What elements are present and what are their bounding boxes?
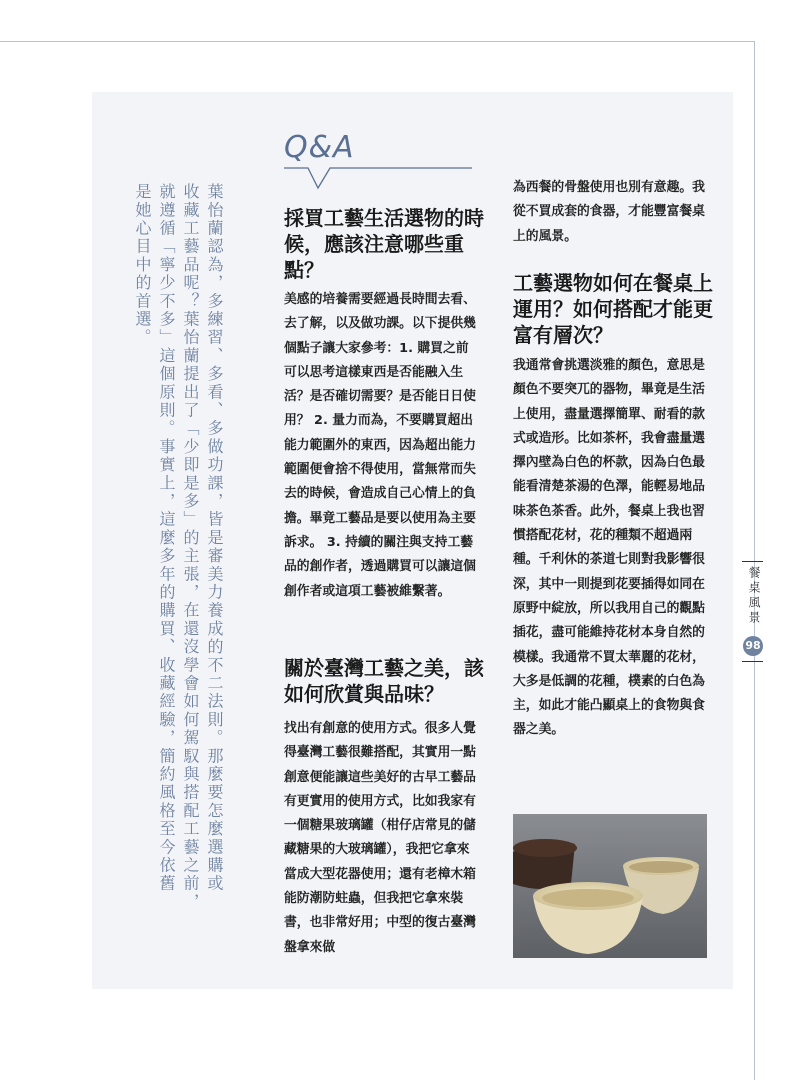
- answer-3-body: 我通常會挑選淡雅的顏色，意思是顏色不要突兀的器物，畢竟是生活上使用，盡量選擇簡單、耐看的款式或造形。比如茶杯，我會盡量選擇內壁為白色的杯款，因為白色最能看清楚茶湯的色澤，能輕易地品味茶色茶香。此外，餐桌上我也習慣搭配花材，花的種類不超過兩種。千利休的茶道七則對我影響很深，其中一則提到花要插得如同在原野中綻放，所以我用自己的觀點插花，盡可能維持花材本身自然的模樣。我通常不買太華麗的花材，大多是低調的花種，樸素的白色為主，如此才能凸顯桌上的食物與食器之美。: [513, 358, 705, 738]
- sidebar-column-4: 是她心目中的首選。: [133, 183, 152, 347]
- qa-title: Q&A: [284, 130, 355, 165]
- question-1-heading: 採買工藝生活選物的時候，應該注意哪些重點？: [284, 206, 484, 282]
- sidebar-column-3: 就遵循「寧少不多」這個原則。事實上，這麼多年的購買、收藏經驗，簡約風格至今依舊: [157, 183, 176, 893]
- answer-1-body: 美感的培養需要經過長時間去看、去了解，以及做功課。以下提供幾個點子讓大家參考：1. 購買之前可以思考這樣東西是否能融入生活？是否確切需要？是否能日日使用？ 2. 量力而為，不要購買超出能力範圍外的東西，因為超出能力範圍便會捨不得使用，當無常而失去的時候，會造成自己心情上的負擔。畢竟工藝品是要以使用為主要訴求。 3. 持續的關注與支持工藝品的創作者，透過購買可以讓這個創作者或這項工藝被維繫著。: [284, 292, 476, 599]
- page-number-badge: 98: [743, 636, 763, 656]
- sidebar-column-2: 收藏工藝品呢？葉怡蘭提出了「少即是多」的主張，在還沒學會如何駕馭與搭配工藝之前，: [181, 183, 200, 911]
- sidebar-column-1: 葉怡蘭認為，多練習、多看、多做功課，皆是審美力養成的不二法則。那麼要怎麼選購或: [205, 183, 224, 893]
- answer-2-body: 找出有創意的使用方式。很多人覺得臺灣工藝很難搭配，其實用一點創意便能讓這些美好的古早工藝品有更實用的使用方式，比如我家有一個糖果玻璃罐（柑仔店常見的儲藏糖果的大玻璃罐），我把它拿來當成大型花器使用；還有老樟木箱能防潮防蛀蟲，但我把它拿來裝書，也非常好用；中型的復古臺灣盤拿來做: [284, 721, 476, 955]
- section-tab-label: 餐桌風景: [747, 566, 761, 626]
- section-tab-bottom-rule: [742, 661, 763, 662]
- frame-top-rule: [0, 41, 755, 42]
- question-3-heading: 工藝選物如何在餐桌上運用？如何搭配才能更富有層次？: [513, 271, 713, 347]
- section-tab-top-rule: [742, 561, 763, 562]
- question-2-heading: 關於臺灣工藝之美，該如何欣賞與品味？: [284, 656, 484, 706]
- qa-underline-decoration: [284, 166, 474, 192]
- answer-2-continued: 為西餐的骨盤使用也別有意趣。我從不買成套的食器，才能豐富餐桌上的風景。: [513, 180, 705, 244]
- ceramic-bowls-photo: [513, 814, 707, 958]
